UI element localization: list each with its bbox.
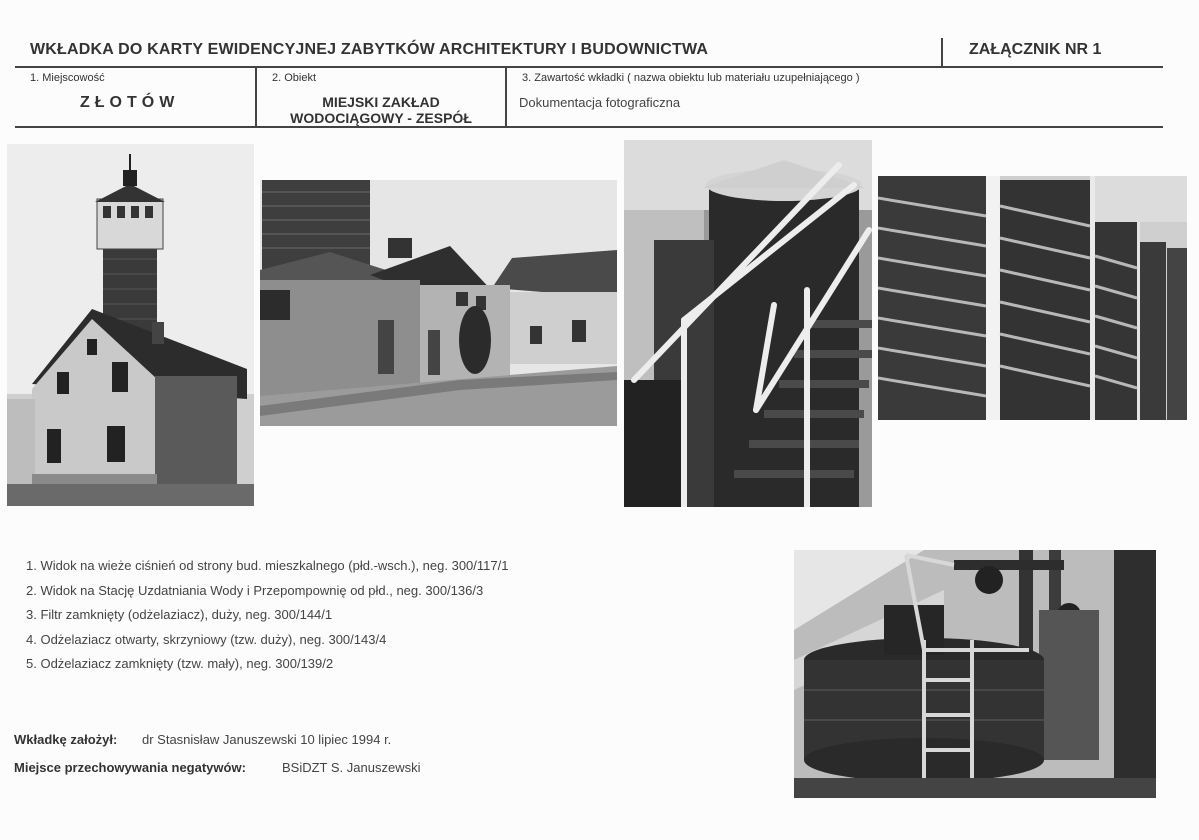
storage-label: Miejsce przechowywania negatywów:: [14, 760, 246, 775]
object-value-line-2: WODOCIĄGOWY - ZESPÓŁ: [290, 110, 472, 126]
caption-5: 5. Odżelaziacz zamknięty (tzw. mały), neg. 300/139/2: [26, 656, 334, 672]
photo-captions: [26, 558, 508, 681]
field-divider-1: [255, 67, 257, 126]
content-value: Dokumentacja fotograficzna: [519, 95, 681, 110]
photo-water-tower: [7, 144, 254, 506]
document-title: WKŁADKA DO KARTY EWIDENCYJNEJ ZABYTKÓW ARCHITEKTURY I BUDOWNICTWA: [30, 41, 709, 58]
header-divider: [941, 38, 943, 66]
content-label: 3. Zawartość wkładki ( nazwa obiektu lub materiału uzupełniającego ): [522, 72, 860, 84]
annex-number: ZAŁĄCZNIK NR 1: [969, 41, 1102, 58]
photo-station-buildings: [260, 180, 617, 426]
object-label: 2. Obiekt: [272, 72, 317, 84]
caption-2: 2. Widok na Stację Uzdatniania Wody i Przepompownię od płd., neg. 300/136/3: [26, 582, 484, 598]
founder-value: dr Stasnisław Januszewski 10 lipiec 1994 r.: [142, 732, 392, 747]
locality-value: ZŁOTÓW: [80, 94, 180, 111]
photo-closed-filter: [624, 140, 872, 507]
header-rule-top: [15, 66, 1163, 68]
object-value-line-1: MIEJSKI ZAKŁAD: [322, 94, 440, 110]
storage-value: BSiDZT S. Januszewski: [282, 760, 421, 775]
caption-1: 1. Widok na wieże ciśnień od strony bud. mieszkalnego (płd.-wsch.), neg. 300/117/1: [26, 558, 509, 573]
founder-label: Wkładkę założył:: [14, 732, 118, 747]
field-divider-2: [505, 67, 507, 126]
caption-4: 4. Odżelaziacz otwarty, skrzyniowy (tzw. duży), neg. 300/143/4: [26, 631, 387, 647]
header-rule-bottom: [15, 126, 1163, 128]
photo-open-deironer: [878, 176, 1187, 420]
object-value: [270, 94, 492, 126]
photo-small-deironer: [794, 550, 1156, 798]
caption-3: 3. Filtr zamknięty (odżelaziacz), duży, neg. 300/144/1: [26, 607, 333, 623]
locality-label: 1. Miejscowość: [30, 72, 105, 84]
